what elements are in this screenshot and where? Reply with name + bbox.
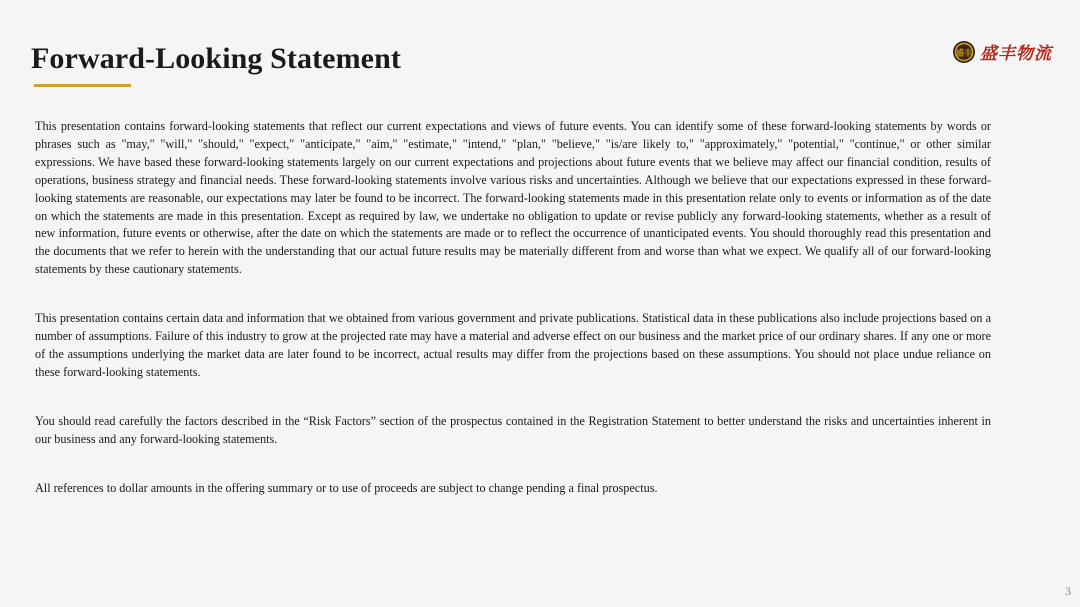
title-underline <box>34 84 131 87</box>
company-logo <box>952 39 1052 64</box>
company-logo-icon <box>952 40 976 64</box>
paragraph-forward-looking-statements: This presentation contains forward-looking statements that reflect our current expectations and views of future events. You can identify some of these forward-looking statements by words or phrases such as "may," "will," "should," "expect," "anticipate," "aim," "estimate," "intend," "plan," "believe," "is/are likely to," "approximately," "potential," "continue," or other similar expressions. We have based these forward-looking statements largely on our current expectations and projections about future events that we believe may affect our financial condition, results of operations, business strategy and financial needs. These forward-looking statements involve various risks and uncertainties. Although we believe that our expectations expressed in these forward-looking statements are reasonable, our expectations may later be found to be incorrect. The forward-looking statements made in this presentation relate only to events or information as of the date on which the statements are made in this presentation. Except as required by law, we undertake no obligation to update or revise publicly any forward-looking statements, whether as a result of new information, future events or otherwise, after the date on which the statements are made or to reflect the occurrence of unanticipated events. You should thoroughly read this presentation and the documents that we refer to herein with the understanding that our actual future results may be materially different from and worse than what we expect. We qualify all of our forward-looking statements by these cautionary statements. <box>35 119 991 277</box>
paragraph-dollar-amounts: All references to dollar amounts in the offering summary or to use of proceeds are subject to change pending a final prospectus. <box>35 480 658 495</box>
slide-title: Forward-Looking Statement <box>31 42 401 75</box>
paragraph-risk-factors: You should read carefully the factors described in the “Risk Factors” section of the prospectus contained in the Registration Statement to better understand the risks and uncertainties inherent in our business and any forward-looking statements. <box>35 413 991 446</box>
logo-text: 盛丰物流 <box>980 44 1052 64</box>
logo-mark-text: 盛丰 <box>956 48 972 57</box>
page-number: 3 <box>1065 584 1071 598</box>
statement-body <box>35 118 991 498</box>
paragraph-data-sources: This presentation contains certain data and information that we obtained from various government and private publications. Statistical data in these publications also include projections based on a number of assumptions. Failure of this industry to grow at the projected rate may have a material and adverse effect on our business and the market price of our ordinary shares. If any one or more of the assumptions underlying the market data are later found to be incorrect, actual results may differ from the projections based on these assumptions. You should not place undue reliance on these forward-looking statements. <box>35 311 991 379</box>
